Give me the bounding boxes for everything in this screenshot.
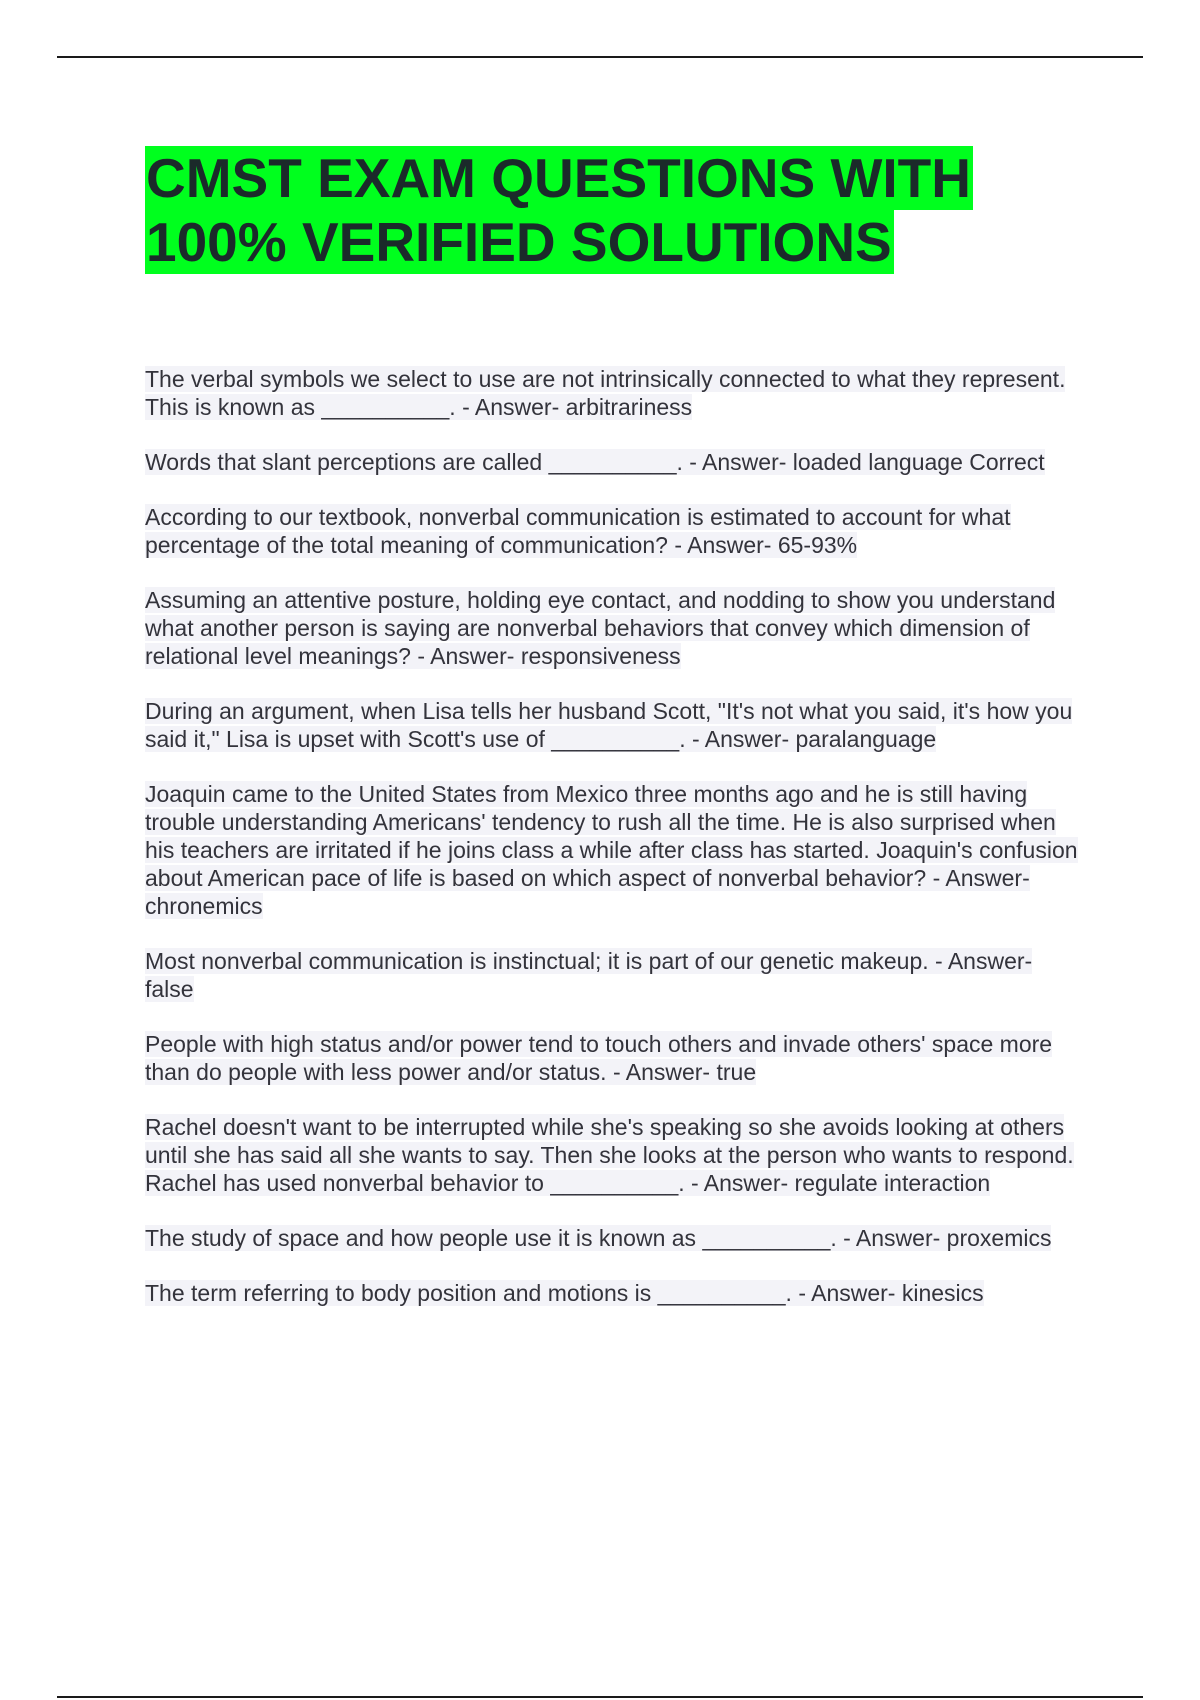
- qa-item-text: Assuming an attentive posture, holding eye contact, and nodding to show you understand what another person is saying are nonverbal behaviors that convey which dimension of relational level meanings? - Answer- responsiveness: [145, 587, 1056, 669]
- qa-item-text: People with high status and/or power tend to touch others and invade others' space more than do people with less power and/or status. - Answer- true: [145, 1031, 1053, 1085]
- qa-item-text: The study of space and how people use it is known as __________. - Answer- proxemics: [145, 1225, 1052, 1251]
- qa-item-text: Most nonverbal communication is instinctual; it is part of our genetic makeup. - Answer- false: [145, 948, 1033, 1002]
- qa-item: [145, 947, 1085, 1003]
- qa-item: [145, 503, 1085, 559]
- title-line-2: 100% VERIFIED SOLUTIONS: [146, 211, 892, 273]
- qa-item: [145, 780, 1085, 920]
- qa-item: [145, 448, 1085, 476]
- qa-item: [145, 1030, 1085, 1086]
- qa-item: [145, 1279, 1085, 1307]
- document-title: [145, 146, 1045, 274]
- qa-item: [145, 697, 1085, 753]
- qa-item-text: During an argument, when Lisa tells her husband Scott, "It's not what you said, it's how you said it," Lisa is upset with Scott's use of __________. - Answer- paralanguage: [145, 698, 1073, 752]
- title-line-1: CMST EXAM QUESTIONS WITH: [146, 147, 971, 209]
- qa-list: [145, 365, 1085, 1334]
- qa-item-text: Words that slant perceptions are called __________. - Answer- loaded language Correct: [145, 449, 1045, 475]
- qa-item: [145, 586, 1085, 670]
- qa-item-text: The verbal symbols we select to use are not intrinsically connected to what they represent. This is known as __________. - Answer- arbitrariness: [145, 366, 1066, 420]
- footer-rule: [57, 1696, 1143, 1698]
- qa-item: [145, 1224, 1085, 1252]
- qa-item: [145, 1113, 1085, 1197]
- header-rule: [57, 56, 1143, 58]
- qa-item-text: Rachel doesn't want to be interrupted while she's speaking so she avoids looking at others until she has said all she wants to say. Then she looks at the person who wants to respond. Rachel has used nonverbal behavior to __________. - Answer- regulate interaction: [145, 1114, 1074, 1196]
- qa-item-text: According to our textbook, nonverbal communication is estimated to account for what percentage of the total meaning of communication? - Answer- 65-93%: [145, 504, 1011, 558]
- qa-item-text: Joaquin came to the United States from Mexico three months ago and he is still having trouble understanding Americans' tendency to rush all the time. He is also surprised when his teachers are irritated if he joins class a while after class has started. Joaquin's confusion about American pace of life is based on which aspect of nonverbal behavior? - Answer- chronemics: [145, 781, 1078, 919]
- qa-item: [145, 365, 1085, 421]
- qa-item-text: The term referring to body position and motions is __________. - Answer- kinesics: [145, 1280, 984, 1306]
